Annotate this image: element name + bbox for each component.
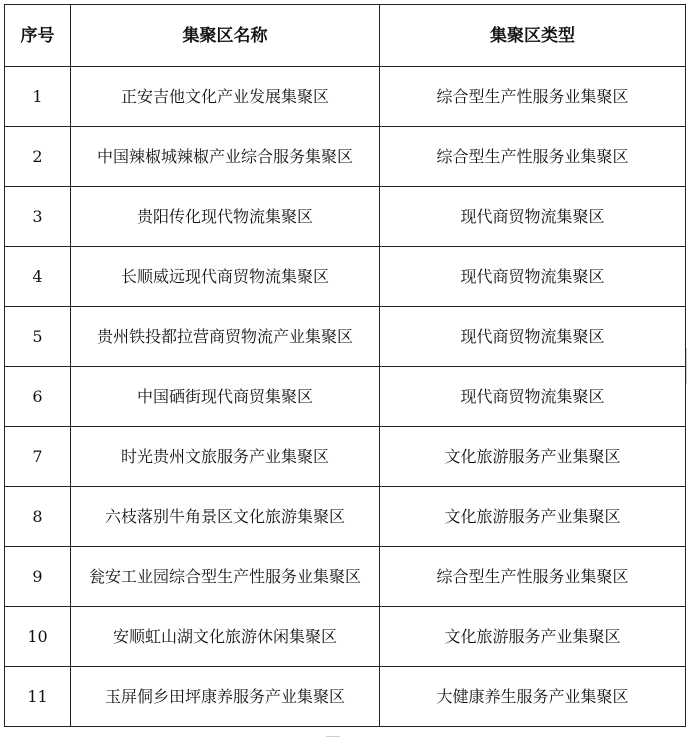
table-row bbox=[5, 67, 686, 127]
row-name: 贵阳传化现代物流集聚区 bbox=[71, 187, 380, 247]
row-type: 综合型生产性服务业集聚区 bbox=[380, 127, 686, 187]
table-row bbox=[5, 127, 686, 187]
row-name: 中国硒街现代商贸集聚区 bbox=[71, 367, 380, 427]
row-type: 现代商贸物流集聚区 bbox=[380, 307, 686, 367]
page-edge-mark bbox=[686, 348, 690, 384]
row-index: 1 bbox=[5, 67, 71, 127]
row-name: 正安吉他文化产业发展集聚区 bbox=[71, 67, 380, 127]
header-index: 序号 bbox=[5, 5, 71, 67]
row-index: 8 bbox=[5, 487, 71, 547]
row-name: 长顺威远现代商贸物流集聚区 bbox=[71, 247, 380, 307]
row-type: 综合型生产性服务业集聚区 bbox=[380, 547, 686, 607]
cluster-table bbox=[4, 4, 686, 727]
row-index: 2 bbox=[5, 127, 71, 187]
row-index: 4 bbox=[5, 247, 71, 307]
row-index: 7 bbox=[5, 427, 71, 487]
row-name: 时光贵州文旅服务产业集聚区 bbox=[71, 427, 380, 487]
row-type: 文化旅游服务产业集聚区 bbox=[380, 607, 686, 667]
row-name: 玉屏侗乡田坪康养服务产业集聚区 bbox=[71, 667, 380, 727]
table-row bbox=[5, 547, 686, 607]
table-row bbox=[5, 487, 686, 547]
row-name: 安顺虹山湖文化旅游休闲集聚区 bbox=[71, 607, 380, 667]
row-type: 现代商贸物流集聚区 bbox=[380, 187, 686, 247]
row-index: 5 bbox=[5, 307, 71, 367]
row-index: 6 bbox=[5, 367, 71, 427]
row-type: 现代商贸物流集聚区 bbox=[380, 367, 686, 427]
row-type: 文化旅游服务产业集聚区 bbox=[380, 487, 686, 547]
row-type: 综合型生产性服务业集聚区 bbox=[380, 67, 686, 127]
header-name: 集聚区名称 bbox=[71, 5, 380, 67]
row-name: 中国辣椒城辣椒产业综合服务集聚区 bbox=[71, 127, 380, 187]
row-index: 9 bbox=[5, 547, 71, 607]
row-type: 大健康养生服务产业集聚区 bbox=[380, 667, 686, 727]
table-row bbox=[5, 427, 686, 487]
row-name: 贵州铁投都拉营商贸物流产业集聚区 bbox=[71, 307, 380, 367]
table-row bbox=[5, 607, 686, 667]
table-row bbox=[5, 667, 686, 727]
row-index: 11 bbox=[5, 667, 71, 727]
header-row bbox=[5, 5, 686, 67]
row-name: 瓮安工业园综合型生产性服务业集聚区 bbox=[71, 547, 380, 607]
row-index: 10 bbox=[5, 607, 71, 667]
row-type: 现代商贸物流集聚区 bbox=[380, 247, 686, 307]
table-row bbox=[5, 187, 686, 247]
table-row bbox=[5, 367, 686, 427]
row-index: 3 bbox=[5, 187, 71, 247]
table-row bbox=[5, 247, 686, 307]
table-header bbox=[5, 5, 686, 67]
table-row bbox=[5, 307, 686, 367]
row-type: 文化旅游服务产业集聚区 bbox=[380, 427, 686, 487]
table-body bbox=[5, 67, 686, 727]
header-type: 集聚区类型 bbox=[380, 5, 686, 67]
row-name: 六枝落别牛角景区文化旅游集聚区 bbox=[71, 487, 380, 547]
